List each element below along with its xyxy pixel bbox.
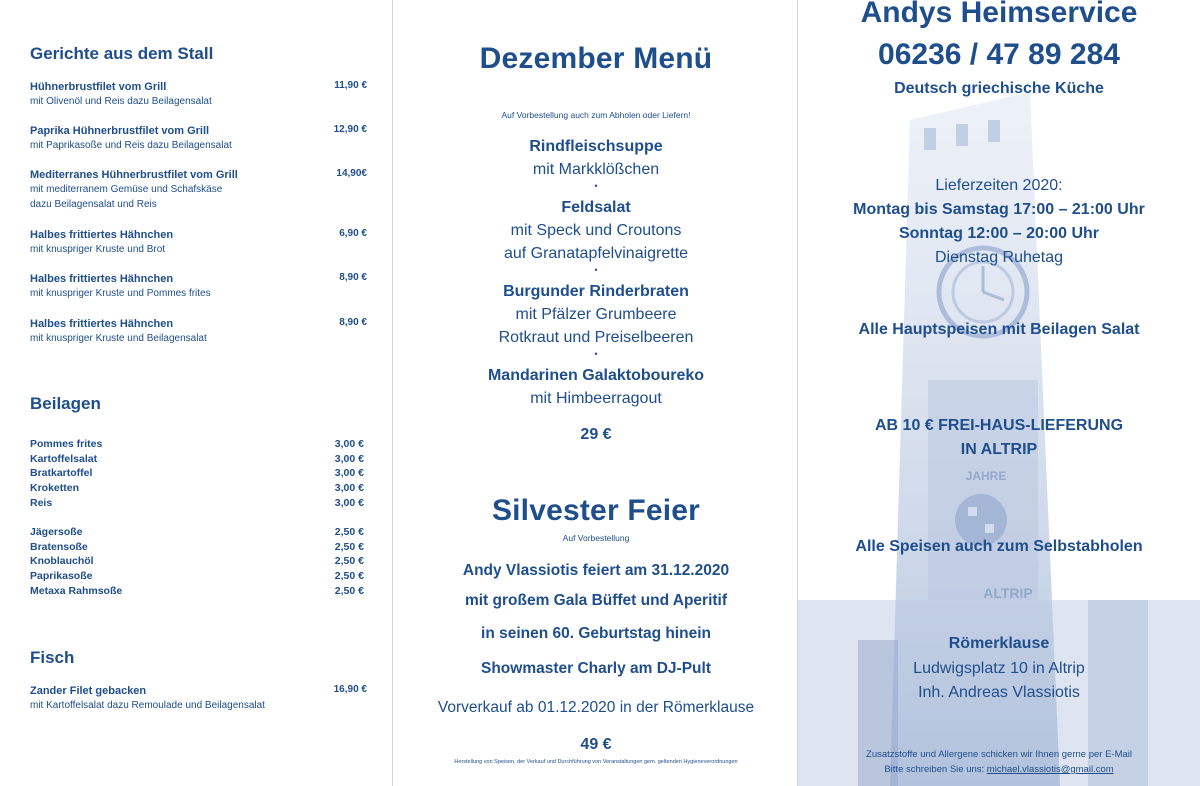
section-title-stall: Gerichte aus dem Stall [30,44,214,63]
menu-item-name: Paprika Hühnerbrustfilet vom Grill [30,125,210,137]
course-title: Mandarinen Galaktoboureko [487,367,705,384]
silvester-line: Showmaster Charly am DJ-Pult [481,660,711,677]
course-line: mit Markklößchen [532,161,660,178]
menu-item-desc: mit Kartoffelsalat dazu Remoulade und Beilagensalat [30,700,265,711]
menu-price: 29 € [580,426,612,443]
email-link[interactable]: michael.vlassiotis@gmail.com [986,764,1114,775]
vorverkauf-line: Vorverkauf ab 01.12.2020 in der Römerklause [437,699,755,716]
course-bullet: • [594,181,598,191]
menu-item [30,317,375,346]
side-item-name: Kartoffelsalat [30,452,98,465]
side-item-name: Bratkartoffel [30,467,93,480]
silvester-price: 49 € [580,736,612,753]
side-item-price: 2,50 € [334,584,364,597]
menu-item [30,124,375,153]
course-line: Rotkraut und Preiselbeeren [498,329,694,346]
side-item [30,526,364,540]
side-item-price: 3,00 € [334,452,364,465]
side-item [30,541,364,555]
venue-owner: Inh. Andreas Vlassiotis [918,684,1080,701]
menu-item-name: Halbes frittiertes Hähnchen [30,229,174,241]
lieferung-line-2: IN ALTRIP [960,441,1038,458]
side-item-name: Bratensoße [30,540,88,553]
course-title: Rindfleischsuppe [529,138,663,155]
side-item [30,453,364,467]
venue-name: Römerklause [948,635,1050,652]
side-item [30,570,364,584]
allergen-note: Zusatzstoffe und Allergene schicken wir Ihnen gerne per E-Mail [866,749,1132,760]
menu-item-price: 14,90€ [336,168,367,179]
silvester-line: mit großem Gala Büffet und Aperitif [464,592,728,609]
menu-item-price: 16,90 € [333,684,367,695]
cuisine-subtitle: Deutsch griechische Küche [894,80,1104,97]
watermark-text: ALTRIP [983,585,1033,601]
course-line: auf Granatapfelvinaigrette [503,245,689,262]
side-item [30,555,364,569]
silvester-sub: Auf Vorbestellung [562,533,630,543]
menu-item-name: Zander Filet gebacken [30,685,147,697]
side-item [30,438,364,452]
menu-item-desc: mit Olivenöl und Reis dazu Beilagensalat [30,96,212,107]
course-title: Feldsalat [561,199,631,216]
silvester-line: Andy Vlassiotis feiert am 31.12.2020 [462,562,730,579]
menu-item-price: 11,90 € [334,80,367,91]
side-item-name: Kroketten [30,482,80,495]
menu-item-price: 8,90 € [339,317,367,328]
ruhetag: Dienstag Ruhetag [934,249,1064,266]
menu-item [30,272,375,301]
vorbestellung-note: Auf Vorbestellung auch zum Abholen oder Liefern! [501,110,691,120]
lieferung-line-1: AB 10 € FREI-HAUS-LIEFERUNG [874,417,1124,434]
selbstabholen-note: Alle Speisen auch zum Selbstabholen [855,538,1143,555]
section-title-beilagen: Beilagen [30,394,101,413]
menu-item-name: Hühnerbrustfilet vom Grill [30,81,167,93]
left-menu-panel [0,0,392,786]
side-item-price: 2,50 € [334,540,364,553]
lieferzeiten-label: Lieferzeiten 2020: [935,177,1063,194]
side-item-name: Knoblauchöl [30,555,94,568]
menu-item-desc: mit Paprikasoße und Reis dazu Beilagensalat [30,140,232,151]
menu-item [30,80,375,109]
course-line: mit Pfälzer Grumbeere [515,306,677,323]
side-item-price: 2,50 € [334,555,364,568]
menu-item-price: 6,90 € [339,228,367,239]
silvester-title: Silvester Feier [491,494,701,527]
section-title-fisch: Fisch [30,648,75,667]
side-item [30,497,364,511]
course-bullet: • [594,349,598,359]
menu-item-price: 12,90 € [333,124,367,135]
middle-menu-panel [392,0,798,786]
side-item [30,585,364,599]
side-item-name: Jägersoße [30,526,83,538]
side-item-price: 2,50 € [334,570,364,583]
watermark-text: JAHRE [965,469,1007,483]
silvester-line: in seinen 60. Geburtstag hinein [481,625,711,642]
menu-item-name: Mediterranes Hühnerbrustfilet vom Grill [30,169,238,181]
side-item-price: 2,50 € [334,526,364,538]
course-bullet: • [594,265,598,275]
menu-item [30,228,375,257]
course-line: mit Speck und Croutons [510,222,682,239]
side-item-price: 3,00 € [334,467,364,480]
side-item-name: Pommes frites [30,438,103,450]
email-line [798,764,1200,775]
menu-item-name: Halbes frittiertes Hähnchen [30,318,174,330]
hours-weekdays: Montag bis Samstag 17:00 – 21:00 Uhr [853,201,1145,218]
side-item [30,482,364,496]
dezember-title: Dezember Menü [479,42,713,75]
side-item-price: 3,00 € [334,438,364,450]
side-item [30,467,364,481]
menu-item-price: 8,90 € [339,272,367,283]
email-prefix: Bitte schreiben Sie uns: [884,764,987,775]
course-title: Burgunder Rinderbraten [503,283,689,300]
beilagen-salat-note: Alle Hauptspeisen mit Beilagen Salat [858,321,1140,338]
side-item-price: 3,00 € [334,496,364,509]
side-item-name: Paprikasoße [30,570,93,583]
menu-item [30,168,375,212]
menu-item-desc: mit knuspriger Kruste und Beilagensalat [30,333,207,344]
business-title: Andys Heimservice [860,0,1138,29]
menu-item [30,684,375,713]
side-item-name: Reis [30,496,53,509]
phone-number: 06236 / 47 89 284 [878,38,1120,71]
right-info-panel [798,0,1200,786]
menu-item-desc: mit mediterranem Gemüse und Schafskäse [30,184,223,195]
hours-sunday: Sonntag 12:00 – 20:00 Uhr [898,225,1100,242]
course-line: mit Himbeerragout [530,390,662,407]
menu-item-name: Halbes frittiertes Hähnchen [30,273,174,285]
menu-item-desc: mit knuspriger Kruste und Pommes frites [30,288,211,299]
hygiene-footnote: Herstellung von Speisen, der Verkauf und Durchführung von Veranstaltungen gem. geltenden Hygieneverordnungen [454,759,738,765]
side-item-price: 3,00 € [334,482,364,495]
menu-item-desc: dazu Beilagensalat und Reis [30,199,157,210]
venue-address: Ludwigsplatz 10 in Altrip [913,660,1085,677]
menu-item-desc: mit knuspriger Kruste und Brot [30,244,166,255]
side-item-name: Metaxa Rahmsoße [30,584,123,597]
